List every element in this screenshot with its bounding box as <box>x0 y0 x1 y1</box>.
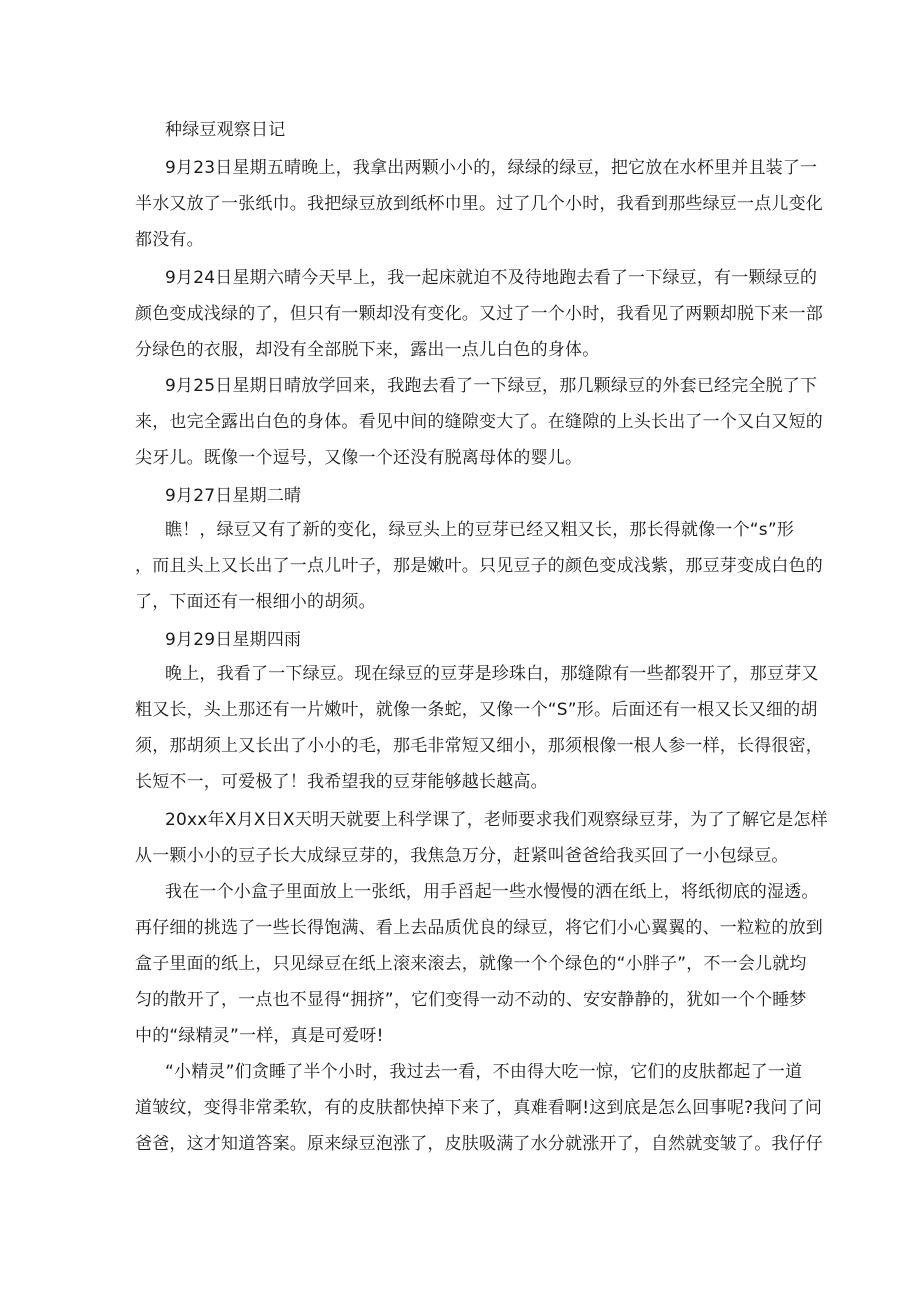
paragraph-line: 尖牙儿。既像一个逗号，又像一个还没有脱离母体的婴儿。 <box>135 448 583 468</box>
paragraph-line: 了，下面还有一根细小的胡须。 <box>135 592 376 612</box>
paragraph-line: 粗又长，头上那还有一片嫩叶，就像一条蛇，又像一个“S”形。后面还有一根又长又细的胡 <box>135 700 818 720</box>
paragraph-line: 从一颗小小的豆子长大成绿豆芽的，我焦急万分，赶紧叫爸爸给我买回了一小包绿豆。 <box>135 846 789 866</box>
paragraph-line: 都没有。 <box>135 230 204 250</box>
paragraph-line: 9月27日星期二晴 <box>165 486 302 506</box>
paragraph-line: 匀的散开了，一点也不显得“拥挤”，它们变得一动不动的、安安静静的，犹如一个个睡梦 <box>135 990 807 1010</box>
paragraph-line: 9月25日星期日晴放学回来，我跑去看了一下绿豆，那几颗绿豆的外套已经完全脱了下 <box>165 376 818 396</box>
paragraph-line: 颜色变成浅绿的了，但只有一颗却没有变化。又过了一个小时，我看见了两颗却脱下来一部 <box>135 304 823 324</box>
paragraph-line: 9月29日星期四雨 <box>165 630 302 650</box>
paragraph-line: 9月24日星期六晴今天早上，我一起床就迫不及待地跑去看了一下绿豆，有一颗绿豆的 <box>165 268 818 288</box>
paragraph-line: 来，也完全露出白色的身体。看见中间的缝隙变大了。在缝隙的上头长出了一个又白又短的 <box>135 412 823 432</box>
paragraph-line: “小精灵”们贪睡了半个小时，我过去一看，不由得大吃一惊，它们的皮肤都起了一道 <box>165 1062 803 1082</box>
paragraph-line: 爸爸，这才知道答案。原来绿豆泡涨了，皮肤吸满了水分就涨开了，自然就变皱了。我仔仔 <box>135 1134 823 1154</box>
paragraph-line: 晚上，我看了一下绿豆。现在绿豆的豆芽是珍珠白，那缝隙有一些都裂开了，那豆芽又 <box>165 664 819 684</box>
paragraph-line: 分绿色的衣服，却没有全部脱下来，露出一点儿白色的身体。 <box>135 340 600 360</box>
paragraph-line: 中的“绿精灵”一样，真是可爱呀! <box>135 1026 384 1046</box>
paragraph-line: 再仔细的挑选了一些长得饱满、看上去品质优良的绿豆，将它们小心翼翼的、一粒粒的放到 <box>135 918 823 938</box>
paragraph-line: 9月23日星期五晴晚上，我拿出两颗小小的，绿绿的绿豆，把它放在水杯里并且装了一 <box>165 158 818 178</box>
paragraph-line: 瞧！，绿豆又有了新的变化，绿豆头上的豆芽已经又粗又长，那长得就像一个“s”形 <box>165 520 795 540</box>
paragraph-line: 长短不一，可爱极了！我希望我的豆芽能够越长越高。 <box>135 772 548 792</box>
document-title: 种绿豆观察日记 <box>165 120 286 140</box>
paragraph-line: ，而且头上又长出了一点儿叶子，那是嫩叶。只见豆子的颜色变成浅紫，那豆芽变成白色的 <box>135 556 823 576</box>
paragraph-line: 道皱纹，变得非常柔软，有的皮肤都快掉下来了，真难看啊!这到底是怎么回事呢?我问了问 <box>135 1098 823 1118</box>
paragraph-line: 盒子里面的纸上，只见绿豆在纸上滚来滚去，就像一个个绿色的“小胖子”，不一会儿就均 <box>135 954 807 974</box>
paragraph-line: 须，那胡须上又长出了小小的毛，那毛非常短又细小，那须根像一根人参一样，长得很密， <box>135 736 823 756</box>
paragraph-line: 20xx年X月X日X天明天就要上科学课了，老师要求我们观察绿豆芽，为了了解它是怎样 <box>165 810 828 830</box>
paragraph-line: 半水又放了一张纸巾。我把绿豆放到纸杯巾里。过了几个小时，我看到那些绿豆一点儿变化 <box>135 194 823 214</box>
paragraph-line: 我在一个小盒子里面放上一张纸，用手舀起一些水慢慢的洒在纸上，将纸彻底的湿透。 <box>165 882 819 902</box>
